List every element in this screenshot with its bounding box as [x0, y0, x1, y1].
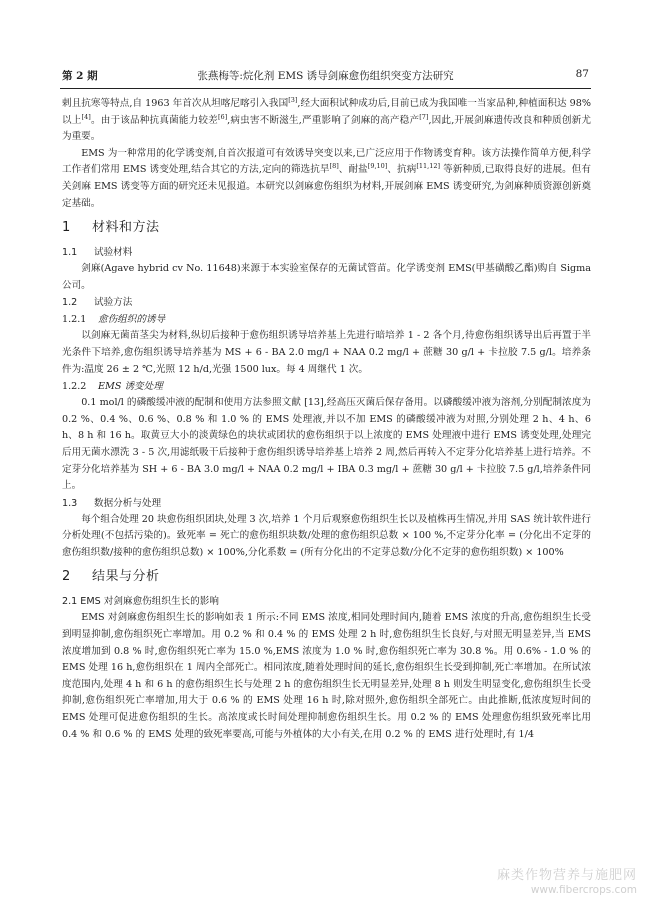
running-title: 张燕梅等:烷化剂 EMS 诱导剑麻愈伤组织突变方法研究	[197, 70, 454, 82]
page-number: 87	[575, 68, 589, 80]
intro-paragraph-1: 剌且抗寒等特点,自 1963 年首次从坦喀尼喀引入我国[3],经大面积试种成功后,目前已成为我国唯一当家品种,种植面积达 98% 以上[4]。由于该品种抗真菌能力较差[6],病虫害不断滋生,严重影响了剑麻的高产稳产[7],因此,开展剑麻遗传改良和种质创新尤为重要。	[62, 96, 592, 143]
intro-paragraph-2: EMS 为一种常用的化学诱变剂,自首次报道可有效诱导突变以来,已广泛应用于作物诱变育种。该方法操作简单方便,科学工作者们常用 EMS 诱变处理,结合其它的方法,定向的筛选抗旱[8]、耐盐[9,10]、抗病[11,12] 等新种质,已取得良好的进展。但有关剑麻 EMS 诱变等方面的研究还未见报道。本研究以剑麻愈伤组织为材料,开展剑麻 EMS 诱变研究,为剑麻种质资源创新奠定基础。	[62, 147, 592, 209]
paragraph-ems-treatment: 0.1 mol/l 的磷酸缓冲液的配制和使用方法参照文献 [13],经高压灭菌后保存备用。以磷酸缓冲液为溶剂,分别配制浓度为 0.2 %、0.4 %、0.6 %、0.8 % 和 1.0 % 的 EMS 处理液,并以不加 EMS 的磷酸缓冲液为对照,分别处理 2 h、4 h、6 h、8 h 和 16 h。取黄豆大小的淡黄绿色的块状或团状的愈伤组织于以上浓度的 EMS 处理液中进行 EMS 诱变处理,处理完后用无菌水漂洗 3 - 5 次,用滤纸吸干后接种于愈伤组织诱导培养基上培养 2 周,然后再转入不定芽分化培养基上进行培养。不定芽分化培养基为 SH + 6 - BA 3.0 mg/l + NAA 0.2 mg/l + IBA 0.3 mg/l + 蔗糖 30 g/l + 卡拉胶 7.5 g/l,培养条件同上。	[62, 397, 591, 492]
watermark-text: 麻类作物营养与施肥网	[496, 868, 637, 883]
section-heading-results: 2 结果与分析	[62, 569, 160, 585]
paragraph-results-2-1: EMS 对剑麻愈伤组织生长的影响如表 1 所示:不同 EMS 浓度,相同处理时间内,随着 EMS 浓度的升高,愈伤组织生长受到明显抑制,愈伤组织死亡率增加。用 0.2 % 和 0.4 % 的 EMS 处理 2 h 时,愈伤组织生长良好,与对照无明显差异,当 EMS 浓度增加到 0.8 % 时,愈伤组织死亡率为 15.0 %,EMS 浓度为 1.0 % 时,愈伤组织死亡率为 30.8 %。用 0.6% - 1.0 % 的 EMS 处理 16 h,愈伤组织在 1 周内全部死亡。相同浓度,随着处理时间的延长,愈伤组织生长受到抑制,死亡率增加。在所试浓度范围内,处理 4 h 和 6 h 的愈伤组织生长与处理 2 h 的愈伤组织生长无明显差异,处理 8 h 则发生明显变化,愈伤组织生长受抑制,愈伤组织死亡率增加,用大于 0.6 % 的 EMS 处理 16 h 时,除对照外,愈伤组织全部死亡。由此推断,低浓度短时间的 EMS 处理可促进愈伤组织的生长。高浓度或长时间处理抑制愈伤组织生长。用 0.2 % 的 EMS 处理愈伤组织致死率比用 0.4 % 和 0.6 % 的 EMS 处理的致死率要高,可能与外植体的大小有关,在用 0.2 % 的 EMS 进行处理时,有 1/4	[62, 612, 591, 740]
citation: [7]	[419, 112, 429, 121]
subsection-heading-1-2-2: 1.2.2 EMS 诱变处理	[62, 381, 163, 393]
citation: [4]	[81, 112, 91, 121]
citation: [3]	[288, 96, 298, 104]
subsection-heading-1-2-1: 1.2.1 愈伤组织的诱导	[62, 314, 166, 326]
citation: [11,12]	[416, 162, 441, 171]
page-body	[62, 96, 591, 743]
watermark-url: www.fibercrops.com	[530, 884, 637, 896]
subsection-heading-2-1: 2.1 EMS 对剑麻愈伤组织生长的影响	[62, 596, 219, 608]
subsection-heading-1-1: 1.1 试验材料	[62, 247, 133, 259]
subsection-heading-1-3: 1.3 数据分析与处理	[62, 497, 162, 509]
issue-label: 第 2 期	[62, 70, 98, 82]
running-header	[60, 68, 591, 89]
citation: [8]	[329, 162, 339, 171]
section-heading-materials-methods: 1 材料和方法	[62, 220, 160, 236]
citation: [6]	[217, 112, 228, 121]
paragraph-materials: 剑麻(Agave hybrid cv No. 11648)来源于本实验室保存的无菌试管苗。化学诱变剂 EMS(甲基磺酸乙酯)购自 Sigma 公司。	[62, 263, 591, 291]
paragraph-data-analysis: 每个组合处理 20 块愈伤组织团块,处理 3 次,培养 1 个月后观察愈伤组织生长以及植株再生情况,并用 SAS 统计软件进行分析处理(不包括污染的)。致死率 = 死亡的愈伤组织块数/处理的愈伤组织总数 × 100 %,不定芽分化率 = (分化出不定芽的愈伤组织数/接种的愈伤组织总数) × 100%,分化系数 = (所有分化出的不定芽总数/分化不定芽的愈伤组织数) × 100%	[62, 513, 591, 558]
site-watermark	[497, 869, 637, 897]
citation: [9,10]	[367, 162, 388, 171]
paragraph-callus-induction: 以剑麻无菌苗茎尖为材料,纵切后接种于愈伤组织诱导培养基上先进行暗培养 1 - 2 各个月,待愈伤组织诱导出后再置于半光条件下培养,愈伤组织诱导培养基为 MS + 6 - BA 2.0 mg/l + NAA 0.2 mg/l + 蔗糖 30 g/l + 卡拉胶 7.5 g/l。培养条件为:温度 26 ± 2 ℃,光照 12 h/d,光强 1500 lux。每 4 周继代 1 次。	[62, 330, 591, 375]
subsection-heading-1-2: 1.2 试验方法	[62, 297, 133, 309]
